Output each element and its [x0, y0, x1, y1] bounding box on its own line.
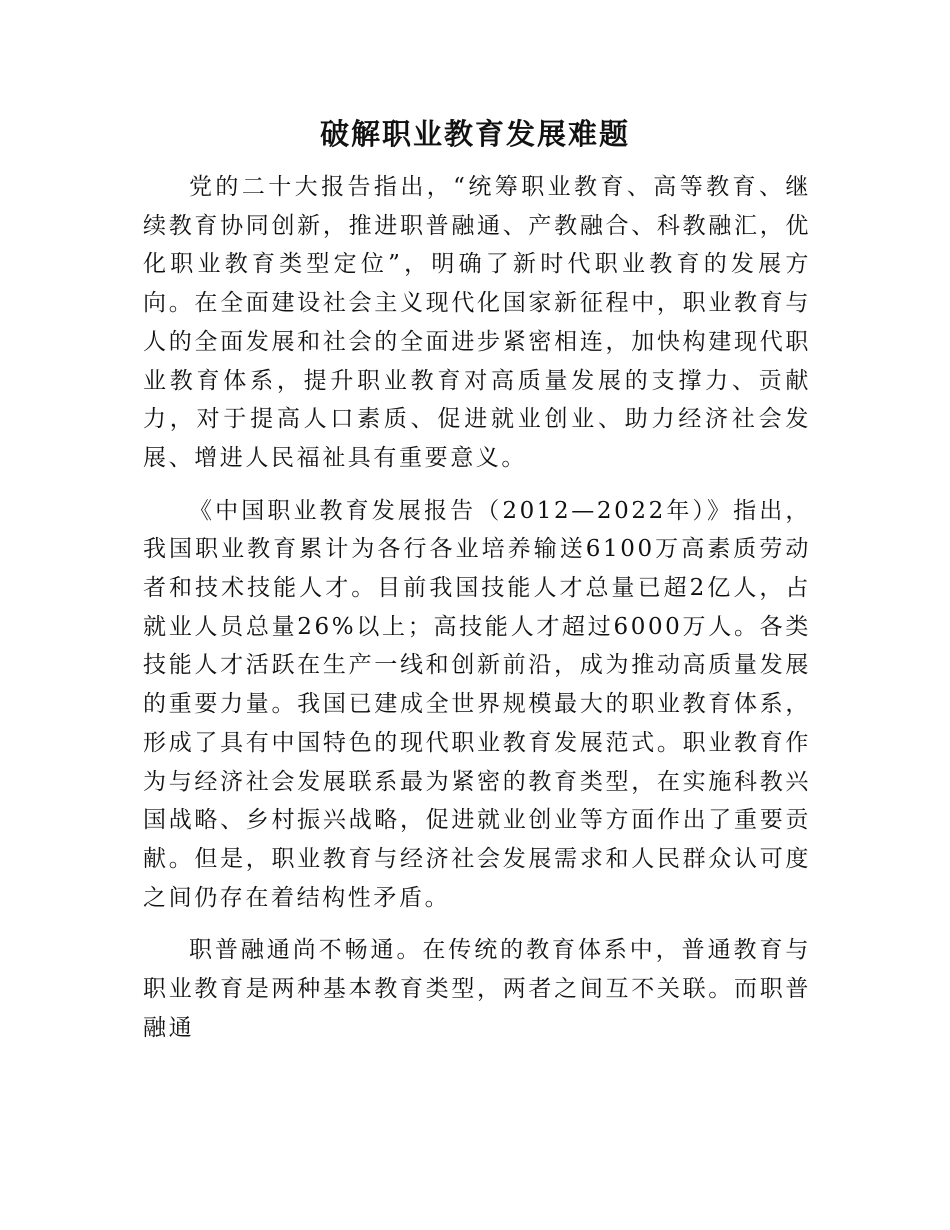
paragraph-1: 党的二十大报告指出，“统筹职业教育、高等教育、继续教育协同创新，推进职普融通、产教融合、科教融汇，优化职业教育类型定位”，明确了新时代职业教育的发展方向。在全面建设社会主义现代化国家新征程中，职业教育与人的全面发展和社会的全面进步紧密相连，加快构建现代职业教育体系，提升职业教育对高质量发展的支撑力、贡献力，对于提高人口素质、促进就业创业、助力经济社会发展、增进人民福祉具有重要意义。 — [143, 174, 811, 471]
document-body — [143, 168, 811, 1047]
paragraph-3: 职普融通尚不畅通。在传统的教育体系中，普通教育与职业教育是两种基本教育类型，两者之间互不关联。而职普融通 — [143, 937, 811, 1041]
paragraph-2: 《中国职业教育发展报告（2012—2022年）》指出，我国职业教育累计为各行各业培养输送6100万高素质劳动者和技术技能人才。目前我国技能人才总量已超2亿人，占就业人员总量26%以上；高技能人才超过6000万人。各类技能人才活跃在生产一线和创新前沿，成为推动高质量发展的重要力量。我国已建成全世界规模最大的职业教育体系，形成了具有中国特色的现代职业教育发展范式。职业教育作为与经济社会发展联系最为紧密的教育类型，在实施科教兴国战略、乡村振兴战略，促进就业创业等方面作出了重要贡献。但是，职业教育与经济社会发展需求和人民群众认可度之间仍存在着结构性矛盾。 — [143, 497, 811, 911]
document-title: 破解职业教育发展难题 — [319, 117, 630, 151]
